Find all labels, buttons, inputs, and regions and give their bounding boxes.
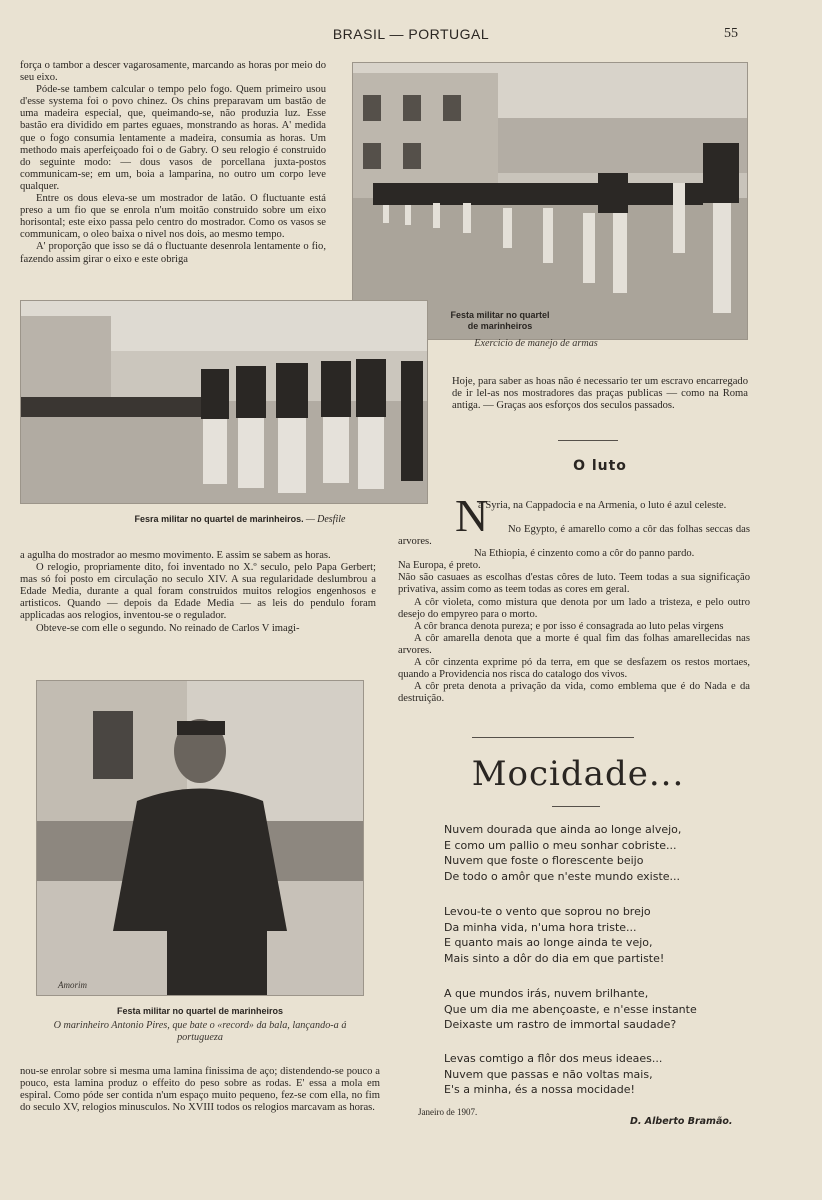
paragraph: A côr violeta, como mistura que denota por um lado a tristeza, e pelo outro desejo do empyreo para o morto. [398,596,750,620]
poem-line: Nuvem que foste o florescente beijo [444,854,644,867]
paragraph: a agulha do mostrador ao mesmo movimento. E assim se sabem as horas. [20,550,331,561]
section-title-o-luto: O luto [573,458,627,474]
paragraph: A côr cinzenta exprime pó da terra, em que se desfazem os restos mortaes, quando a Providencia nos risca do catalogo dos vivos. [398,657,750,681]
o-luto-lead [478,500,750,512]
poem-line: E's a minha, és a nossa mocidade! [444,1083,635,1096]
paragraph: O relogio, propriamente dito, foi inventado no X.º seculo, pelo Papa Gerbert; mas só foi posto em circulação no seculo XIV. A sua regularidade deslumbrou a Edade Media, durante a qual foram construidos muitos relogios engenhosos e artisticos. Quando — depois da Edade Media — as leis do pendulo foram applicadas aos relogios, inventou-se o regulador. [20,562,376,622]
caption-subtitle: Desfile [317,514,346,525]
poem-line: De todo o amôr que n'este mundo existe... [444,869,681,883]
poem-line: Nuvem que passas e não voltas mais, [444,1067,653,1081]
poem-line: A que mundos irás, nuvem brilhante, [444,987,649,1000]
paragraph: No Egypto, é amarello como a côr das folhas seccas das arvores. [398,524,750,548]
running-header: BRASIL — PORTUGAL [332,26,490,42]
paragraph: A côr amarella denota que a morte é qual fim das folhas amarellecidas nas arvores. [398,632,750,656]
poem-stanza-2 [444,904,744,966]
paragraph: Obteve-se com elle o segundo. No reinado de Carlos V imagi- [36,622,300,634]
paragraph: Não são casuaes as escolhas d'estas côres de luto. Teem todas a sua significação privativa, assim como as teem todas as cores em geral. [398,572,750,596]
photo-caption-subtitle: Exercicio de manejo de armas [474,338,598,349]
paragraph: Hoje, para saber as hoas não é necessario ter um escravo encarregado de ir lel-as nos mostradores das praças publicas — como na Roma antiga. — Graças aos esforços dos seculos passados. [452,376,748,412]
paragraph: A côr preta denota a privação da vida, como emblema que é do Nada e da destruição. [398,681,750,705]
photo-caption-subtitle: O marinheiro Antonio Pires, que bate o «record» da bala, lançando-a á portugueza [53,1020,347,1043]
caption-title: Fesra militar no quartel de marinheiros. [134,514,304,524]
article-text-bottom-left [20,1066,380,1114]
paragraph: força o tambor a descer vagarosamente, marcando as horas por meio do seu eixo. [20,60,326,84]
photo-caption-parade [90,514,390,525]
divider [558,440,618,441]
poem-stanza-1 [444,822,744,884]
photo-sailor-portrait [36,680,364,996]
poem-line: E como um pallio o meu sonhar cobriste... [444,838,677,852]
paragraph: A côr branca denota pureza; e por isso é consagrada ao luto pelas virgens [414,620,724,632]
photo-parade [20,300,428,504]
photo-caption-title: Festa militar no quartel de marinheiros [450,310,550,331]
paragraph: Na Ethiopia, é cinzento como a côr do panno pardo. [474,548,695,560]
poem-date: Janeiro de 1907. [418,1107,478,1117]
article-text-top-left [20,60,326,266]
poem-title: Mocidade... [471,754,685,794]
paragraph: nou-se enrolar sobre si mesma uma lamina finissima de aço; distendendo-se pouco a pouco, esta lamina produz o effeito do peso sobre as rodas. E' essa a mola em espiral. Como póde ser contida n'um espaço muito pequeno, fez-se com ella, no fim do seculo XV, relogios minusculos. No XVIII todos os relogios marcavam as horas. [20,1066,380,1114]
poem-stanza-4 [444,1051,744,1098]
poem-author: D. Alberto Bramão. [630,1116,733,1127]
drop-cap: N [455,490,489,541]
paragraph: A' proporção que isso se dá o fluctuante desenrola lentamente o fio, fazendo assim girar o eixo e este obriga [20,241,326,265]
poem-line: Da minha vida, n'uma hora triste... [444,920,637,934]
page-number: 55 [724,26,738,41]
paragraph: a Syria, na Cappadocia e na Armenia, o luto é azul celeste. [478,500,727,511]
poem-line: Deixaste um rastro de immortal saudade? [444,1018,677,1031]
paragraph: Na Europa, é preto. [398,560,481,572]
photo-caption-title: Festa militar no quartel de marinheiros [116,1006,284,1016]
poem-line: E quanto mais ao longe ainda te vejo, [444,936,653,949]
poem-line: Levou-te o vento que soprou no brejo [444,905,651,918]
article-text-left-mid [20,550,376,635]
paragraph: Póde-se tambem calcular o tempo pelo fogo. Quem primeiro usou d'esse systema foi o povo chinez. Os chins preparavam um bastão de uma madeira especial, que, queimando-se, não produzia luz. Esse bastão era dividido em partes eguaes, monstrando as horas. A' medida que o fogo consumia lentamente a madeira, consumia as horas. Um methodo mais aperfeiçoado foi o de Gabry. O seu relogio é construido do seguinte modo: — dous vasos de porcellana juxta-postos communicam-se; em um, boia a lamparina, no outro um corpo leve qualquer. [20,84,326,192]
poem-line: Mais sinto a dôr do dia em que partiste! [444,951,665,965]
poem-line: Que um dia me abençoaste, e n'esse instante [444,1002,697,1016]
o-luto-body [398,524,750,705]
divider [472,737,634,738]
paragraph: Entre os dous eleva-se um mostrador de latão. O fluctuante está preso a um fio que se enrola n'um moitão construido sobre um eixo horisontal; este eixo passa pelo centro do mostrador. Como os vasos se communicam, o oleo baixa o nivel nos dois, ao mesmo tempo. [20,193,326,241]
poem-line: Levas comtigo a flôr dos meus ideaes... [444,1052,663,1065]
article-text-right-mid [452,376,748,412]
divider [552,806,600,807]
caption-dash: — [303,514,318,524]
poem-line: Nuvem dourada que ainda ao longe alvejo, [444,823,682,836]
photographer-signature: Amorim [58,980,87,990]
poem-stanza-3 [444,986,744,1033]
photo-drill-exercise [352,62,748,340]
